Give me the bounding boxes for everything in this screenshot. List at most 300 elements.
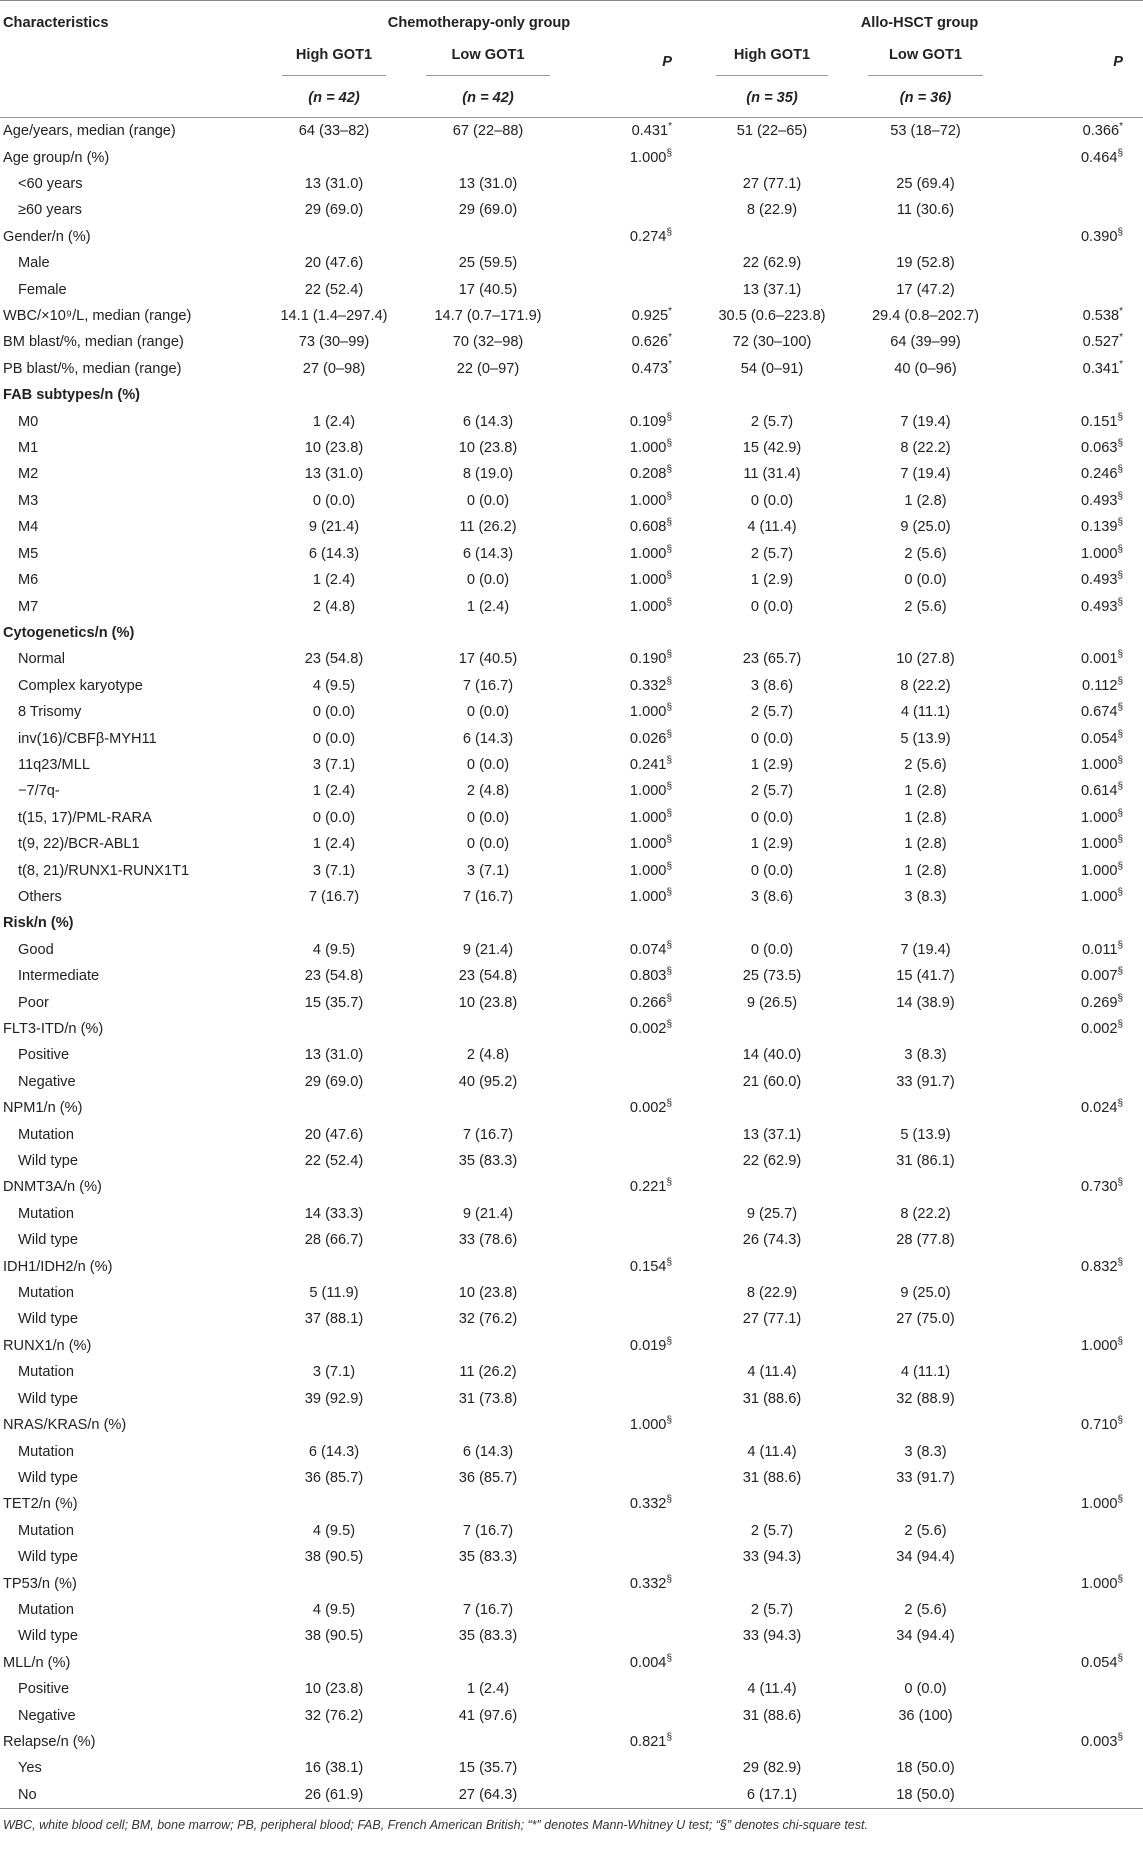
allo-low-cell <box>848 910 1003 936</box>
test-marker: § <box>666 1415 672 1427</box>
allo-p-cell: 1.000§ <box>1080 543 1124 562</box>
allo-p-cell: 0.493§ <box>1080 570 1124 589</box>
header-chemo-high: High GOT1 <box>262 44 406 79</box>
allo-high-cell: 14 (40.0) <box>742 1047 802 1064</box>
allo-p-cell <box>1003 250 1143 276</box>
chemo-high-cell: 3 (7.1) <box>312 756 356 773</box>
chemo-low-cell: 33 (78.6) <box>458 1232 518 1249</box>
header-allo-low: Low GOT1 <box>848 44 1003 79</box>
row-label: Age/years, median (range) <box>0 118 262 145</box>
allo-low-cell: 5 (13.9) <box>900 1126 951 1143</box>
table-row <box>0 408 1143 434</box>
chemo-high-cell: 39 (92.9) <box>304 1390 364 1407</box>
chemo-p-cell: 0.109§ <box>629 411 672 430</box>
allo-high-cell: 2 (5.7) <box>750 413 794 430</box>
chemo-p-cell <box>570 1544 696 1570</box>
chemo-low-cell: 27 (64.3) <box>406 1782 570 1809</box>
test-marker: § <box>666 649 672 661</box>
test-marker: § <box>666 966 672 978</box>
chemo-high-cell: 2 (4.8) <box>312 598 356 615</box>
chemo-high-cell: 73 (30–99) <box>298 334 370 351</box>
chemo-p-cell: 0.332§ <box>629 675 672 694</box>
allo-low-cell <box>848 1729 1003 1755</box>
chemo-low-cell: 8 (19.0) <box>462 466 514 483</box>
chemo-high-cell: 13 (31.0) <box>304 1047 364 1064</box>
test-marker: § <box>666 860 672 872</box>
row-label: Good <box>18 941 54 958</box>
row-label: RUNX1/n (%) <box>3 1337 92 1354</box>
chemo-high-cell <box>262 910 406 936</box>
table-row <box>0 857 1143 883</box>
allo-p-cell: 0.003§ <box>1080 1732 1124 1750</box>
allo-p-cell <box>1003 1042 1143 1068</box>
test-marker: § <box>666 596 672 608</box>
chemo-p-cell <box>570 620 696 646</box>
chemo-high-cell: 13 (31.0) <box>304 466 364 483</box>
table-body <box>0 118 1143 1809</box>
row-label: M7 <box>18 598 39 615</box>
chemo-low-cell: 9 (21.4) <box>462 941 514 958</box>
allo-low-cell: 15 (41.7) <box>896 968 955 985</box>
chemo-high-cell: 64 (33–82) <box>262 118 406 145</box>
test-marker: § <box>1117 1415 1124 1427</box>
chemo-low-cell: 0 (0.0) <box>466 836 510 853</box>
allo-low-cell: 36 (100) <box>898 1707 953 1724</box>
chemo-low-cell: 7 (16.7) <box>462 888 514 905</box>
allo-low-cell: 9 (25.0) <box>900 1285 951 1302</box>
allo-low-cell: 17 (47.2) <box>896 281 955 298</box>
row-label: t(8, 21)/RUNX1-RUNX1T1 <box>18 862 190 879</box>
allo-low-cell: 33 (91.7) <box>896 1073 955 1090</box>
allo-p-cell <box>1003 1359 1143 1385</box>
table-row <box>0 1253 1143 1279</box>
allo-high-cell: 30.5 (0.6–223.8) <box>718 308 826 325</box>
chemo-low-cell <box>406 1174 570 1200</box>
chemo-p-cell: 1.000§ <box>629 491 672 509</box>
header-chemo-low: Low GOT1 <box>406 44 570 79</box>
table-row <box>0 488 1143 514</box>
allo-p-cell: 1.000§ <box>1080 860 1124 879</box>
allo-low-cell: 8 (22.2) <box>900 677 951 694</box>
test-marker: § <box>1117 491 1124 503</box>
chemo-low-cell: 17 (40.5) <box>458 281 518 298</box>
chemo-high-cell <box>262 1253 406 1279</box>
table-row <box>0 831 1143 857</box>
allo-low-cell <box>848 1253 1003 1279</box>
allo-p-cell: 0.054§ <box>1080 728 1124 747</box>
table-row <box>0 197 1143 223</box>
allo-low-cell <box>848 1570 1003 1596</box>
test-marker: § <box>1117 596 1124 608</box>
table-row <box>0 1280 1143 1306</box>
chemo-p-cell <box>570 1069 696 1095</box>
allo-high-cell <box>696 620 848 646</box>
chemo-p-cell: 1.000§ <box>629 543 672 562</box>
row-label: BM blast/%, median (range) <box>3 334 184 351</box>
row-label: Wild type <box>18 1549 79 1566</box>
row-label: Yes <box>18 1760 42 1777</box>
allo-high-cell: 22 (62.9) <box>742 255 802 272</box>
allo-low-cell: 31 (86.1) <box>896 1153 955 1170</box>
chemo-high-cell: 10 (23.8) <box>304 1681 364 1698</box>
table-row <box>0 646 1143 672</box>
table-row <box>0 937 1143 963</box>
test-marker: § <box>1117 1336 1124 1348</box>
allo-p-cell <box>1003 1227 1143 1253</box>
table-row <box>0 461 1143 487</box>
chemo-low-cell <box>406 1016 570 1042</box>
allo-high-cell: 2 (5.7) <box>750 545 794 562</box>
allo-low-cell: 1 (2.8) <box>904 836 947 853</box>
allo-high-cell: 9 (25.7) <box>746 1205 798 1222</box>
allo-low-cell <box>848 620 1003 646</box>
table-row <box>0 1623 1143 1649</box>
test-marker: § <box>1117 226 1124 238</box>
chemo-p-cell <box>570 171 696 197</box>
chemo-low-cell <box>406 1650 570 1676</box>
test-marker: § <box>1117 860 1124 872</box>
allo-low-cell: 7 (19.4) <box>900 413 951 430</box>
allo-p-cell <box>1003 1069 1143 1095</box>
allo-low-cell: 5 (13.9) <box>900 730 951 747</box>
allo-p-cell: 0.832§ <box>1080 1256 1124 1275</box>
test-marker: § <box>1117 1494 1124 1506</box>
row-label: M5 <box>18 545 39 562</box>
chemo-p-cell: 0.241§ <box>629 755 672 773</box>
allo-high-cell: 0 (0.0) <box>750 598 794 615</box>
row-label: Positive <box>18 1681 70 1698</box>
table-row <box>0 276 1143 302</box>
chemo-low-cell: 6 (14.3) <box>462 545 514 562</box>
chemo-low-cell: 10 (23.8) <box>458 440 518 457</box>
chemo-high-cell: 29 (69.0) <box>304 1073 364 1090</box>
allo-p-cell: 0.730§ <box>1080 1177 1124 1196</box>
chemo-high-cell: 4 (9.5) <box>312 1522 356 1539</box>
allo-low-cell: 1 (2.8) <box>904 783 947 800</box>
chemo-low-cell: 13 (31.0) <box>458 176 518 193</box>
allo-p-cell: 1.000§ <box>1080 887 1124 905</box>
row-label: TET2/n (%) <box>3 1496 78 1513</box>
test-marker: * <box>668 359 672 370</box>
allo-low-cell: 18 (50.0) <box>896 1760 955 1777</box>
test-marker: § <box>1117 755 1124 767</box>
allo-p-cell: 0.538* <box>1082 306 1124 325</box>
chemo-p-cell <box>570 1227 696 1253</box>
allo-low-cell: 40 (0–96) <box>894 360 957 377</box>
chemo-p-cell: 0.608§ <box>629 517 672 536</box>
chemo-high-cell: 10 (23.8) <box>304 440 364 457</box>
allo-p-cell <box>1003 910 1143 936</box>
allo-high-cell: 6 (17.1) <box>696 1782 848 1809</box>
chemo-low-cell: 23 (54.8) <box>458 968 518 985</box>
chemo-high-cell: 1 (2.4) <box>312 572 356 589</box>
allo-low-cell <box>848 1095 1003 1121</box>
chemo-p-cell <box>570 1148 696 1174</box>
allo-low-cell: 8 (22.2) <box>900 1205 951 1222</box>
chemo-low-cell <box>406 1333 570 1359</box>
allo-high-cell: 3 (8.6) <box>750 888 794 905</box>
allo-high-cell: 33 (94.3) <box>742 1549 802 1566</box>
test-marker: § <box>1117 543 1124 555</box>
chemo-high-cell: 15 (35.7) <box>304 994 364 1011</box>
row-label: M0 <box>18 413 39 430</box>
chemo-low-cell: 40 (95.2) <box>458 1073 518 1090</box>
chemo-p-cell <box>570 382 696 408</box>
table-row <box>0 329 1143 355</box>
allo-p-cell: 0.710§ <box>1080 1415 1124 1434</box>
test-marker: § <box>1117 570 1124 582</box>
chemo-low-cell: 7 (16.7) <box>462 1522 514 1539</box>
chemo-high-cell: 7 (16.7) <box>308 888 360 905</box>
chemo-high-cell <box>262 144 406 170</box>
allo-p-cell <box>1003 382 1143 408</box>
footnote: WBC, white blood cell; BM, bone marrow; PB, peripheral blood; FAB, French American British; “*” denotes Mann-Whitney U test; “§” denotes chi-square test. <box>3 1818 868 1832</box>
test-marker: § <box>666 887 672 899</box>
chemo-p-cell: 0.002§ <box>629 1098 672 1117</box>
row-label: Wild type <box>18 1628 79 1645</box>
test-marker: § <box>1117 1177 1124 1189</box>
test-marker: * <box>668 306 672 318</box>
test-marker: § <box>1117 411 1124 423</box>
chemo-p-cell: 0.002§ <box>629 1019 672 1038</box>
table-row <box>0 1518 1143 1544</box>
row-label: Relapse/n (%) <box>3 1733 96 1750</box>
test-marker: § <box>666 1098 672 1110</box>
table-row <box>0 1412 1143 1438</box>
chemo-low-cell: 35 (83.3) <box>458 1153 518 1170</box>
chemo-high-cell <box>262 1491 406 1517</box>
allo-low-cell: 7 (19.4) <box>900 466 951 483</box>
chemo-high-cell: 1 (2.4) <box>312 783 356 800</box>
allo-low-cell: 4 (11.1) <box>900 704 951 721</box>
row-label: Mutation <box>18 1601 74 1618</box>
allo-high-cell: 1 (2.9) <box>750 572 794 589</box>
chemo-high-cell <box>262 1333 406 1359</box>
allo-p-cell: 1.000§ <box>1080 834 1124 853</box>
allo-high-cell: 15 (42.9) <box>742 440 802 457</box>
test-marker: § <box>1117 887 1124 899</box>
table-row <box>0 593 1143 619</box>
chemo-p-cell: 0.004§ <box>629 1652 672 1671</box>
row-label: MLL/n (%) <box>3 1654 71 1671</box>
table-row <box>0 1438 1143 1464</box>
chemo-high-cell: 23 (54.8) <box>304 651 364 668</box>
allo-p-cell: 0.269§ <box>1080 992 1124 1011</box>
test-marker: § <box>666 147 672 159</box>
table-row <box>0 1069 1143 1095</box>
chemo-high-cell: 37 (88.1) <box>304 1311 364 1328</box>
allo-high-cell: 54 (0–91) <box>740 360 804 377</box>
header-chemo-p: P <box>662 53 672 70</box>
row-label: −7/7q- <box>18 783 60 800</box>
chemo-low-cell: 22 (0–97) <box>456 360 520 377</box>
allo-low-cell: 2 (5.6) <box>904 756 947 773</box>
table-row <box>0 805 1143 831</box>
table-row <box>0 1386 1143 1412</box>
table-row <box>0 1201 1143 1227</box>
chemo-p-cell <box>570 1306 696 1332</box>
chemo-low-cell: 25 (59.5) <box>458 255 518 272</box>
chemo-low-cell: 7 (16.7) <box>462 1126 514 1143</box>
allo-low-cell: 0 (0.0) <box>904 1681 947 1698</box>
table-row <box>0 541 1143 567</box>
chemo-p-cell: 1.000§ <box>629 702 672 721</box>
chemo-high-cell: 14 (33.3) <box>304 1205 364 1222</box>
allo-low-cell: 2 (5.6) <box>904 598 947 615</box>
row-label: TP53/n (%) <box>3 1575 77 1592</box>
allo-low-cell: 53 (18–72) <box>848 118 1003 145</box>
chemo-p-cell: 1.000§ <box>629 807 672 826</box>
test-marker: § <box>666 939 672 951</box>
chemo-p-cell: 1.000§ <box>629 887 672 905</box>
row-label: Positive <box>18 1047 70 1064</box>
row-label: Age group/n (%) <box>3 149 110 166</box>
chemo-low-cell: 32 (76.2) <box>458 1311 518 1328</box>
allo-high-cell: 0 (0.0) <box>750 492 794 509</box>
table-row <box>0 1729 1143 1755</box>
table-row <box>0 435 1143 461</box>
test-marker: § <box>666 226 672 238</box>
allo-high-cell: 0 (0.0) <box>750 941 794 958</box>
allo-p-cell <box>1003 1306 1143 1332</box>
allo-p-cell: 1.000§ <box>1080 807 1124 826</box>
chemo-high-cell <box>262 382 406 408</box>
test-marker: * <box>1119 121 1124 133</box>
allo-high-cell: 13 (37.1) <box>742 281 802 298</box>
allo-low-cell: 3 (8.3) <box>904 888 947 905</box>
test-marker: § <box>666 1652 672 1664</box>
chemo-high-cell: 23 (54.8) <box>304 968 364 985</box>
allo-p-cell: 0.011§ <box>1082 939 1124 958</box>
chemo-p-cell: 1.000§ <box>629 438 672 457</box>
header-allo-group: Allo-HSCT group <box>696 1 1143 45</box>
chemo-high-cell: 28 (66.7) <box>304 1232 364 1249</box>
test-marker: § <box>666 570 672 582</box>
chemo-p-cell <box>570 1465 696 1491</box>
allo-high-cell <box>696 1333 848 1359</box>
test-marker: § <box>666 411 672 423</box>
allo-low-cell: 18 (50.0) <box>848 1782 1003 1809</box>
allo-high-cell <box>696 1016 848 1042</box>
test-marker: § <box>1117 1019 1124 1031</box>
chemo-low-cell: 3 (7.1) <box>466 862 510 879</box>
chemo-p-cell <box>570 250 696 276</box>
chemo-low-cell: 2 (4.8) <box>466 1047 510 1064</box>
chemo-p-cell <box>570 1121 696 1147</box>
test-marker: § <box>666 543 672 555</box>
table-row <box>0 778 1143 804</box>
header-allo-high-n: (n = 35) <box>746 90 798 106</box>
allo-high-cell <box>696 382 848 408</box>
chemo-low-cell: 67 (22–88) <box>406 118 570 145</box>
test-marker: § <box>1117 781 1124 793</box>
chemo-high-cell <box>262 224 406 250</box>
chemo-p-cell: 1.000§ <box>629 596 672 615</box>
chemo-p-cell <box>570 1597 696 1623</box>
header-allo-p: P <box>1113 53 1124 70</box>
chemo-low-cell <box>406 1729 570 1755</box>
allo-high-cell: 33 (94.3) <box>742 1628 802 1645</box>
row-label: Normal <box>18 651 66 668</box>
allo-high-cell: 11 (31.4) <box>743 466 801 483</box>
chemo-p-cell: 1.000§ <box>629 1415 672 1434</box>
row-label: M4 <box>18 519 39 536</box>
chemo-high-cell: 6 (14.3) <box>308 1443 360 1460</box>
allo-low-cell: 32 (88.9) <box>896 1390 955 1407</box>
row-label: Others <box>18 888 62 905</box>
test-marker: * <box>1119 332 1124 344</box>
row-label: Risk/n (%) <box>3 915 74 932</box>
row-label: Wild type <box>18 1311 79 1328</box>
table-row <box>0 725 1143 751</box>
allo-p-cell: 1.000§ <box>1080 755 1124 773</box>
table-row <box>0 752 1143 778</box>
table-row <box>0 118 1143 145</box>
allo-high-cell: 1 (2.9) <box>750 836 794 853</box>
allo-low-cell: 4 (11.1) <box>900 1364 951 1381</box>
chemo-p-cell <box>570 1623 696 1649</box>
chemo-high-cell <box>262 1650 406 1676</box>
chemo-low-cell: 7 (16.7) <box>462 677 514 694</box>
row-label: Male <box>18 255 50 272</box>
test-marker: § <box>666 1177 672 1189</box>
table-row <box>0 224 1143 250</box>
allo-p-cell: 0.464§ <box>1080 147 1124 166</box>
table-row <box>0 1597 1143 1623</box>
allo-p-cell <box>1003 276 1143 302</box>
chemo-p-cell <box>570 197 696 223</box>
chemo-high-cell: 4 (9.5) <box>312 1601 356 1618</box>
chemo-high-cell <box>262 1412 406 1438</box>
table-row <box>0 514 1143 540</box>
chemo-low-cell: 0 (0.0) <box>466 704 510 721</box>
test-marker: § <box>1117 728 1124 740</box>
test-marker: § <box>1117 966 1124 978</box>
chemo-p-cell: 0.019§ <box>629 1336 672 1354</box>
allo-high-cell <box>696 224 848 250</box>
chemo-high-cell: 3 (7.1) <box>312 1364 356 1381</box>
allo-high-cell: 2 (5.7) <box>750 704 794 721</box>
chemo-low-cell: 11 (26.2) <box>459 1364 517 1381</box>
chemo-high-cell <box>262 1016 406 1042</box>
allo-low-cell: 2 (5.6) <box>904 545 947 562</box>
test-marker: § <box>666 464 672 476</box>
allo-low-cell <box>848 224 1003 250</box>
header-chemo-group: Chemotherapy-only group <box>262 1 696 45</box>
allo-high-cell: 1 (2.9) <box>750 756 794 773</box>
row-label: M2 <box>18 466 39 483</box>
test-marker: § <box>666 728 672 740</box>
allo-p-cell: 1.000§ <box>1080 1336 1124 1354</box>
allo-low-cell: 25 (69.4) <box>896 176 955 193</box>
test-marker: * <box>668 121 672 133</box>
chemo-high-cell <box>262 1729 406 1755</box>
allo-p-cell: 0.151§ <box>1080 411 1124 430</box>
test-marker: * <box>1119 306 1124 318</box>
test-marker: § <box>666 1732 672 1744</box>
allo-p-cell <box>1003 1597 1143 1623</box>
allo-p-cell: 0.493§ <box>1080 491 1124 509</box>
table-row <box>0 1148 1143 1174</box>
chemo-low-cell: 10 (23.8) <box>458 1285 518 1302</box>
test-marker: § <box>666 1019 672 1031</box>
chemo-p-cell <box>570 1782 696 1809</box>
allo-high-cell <box>696 1729 848 1755</box>
allo-high-cell: 31 (88.6) <box>742 1469 802 1486</box>
allo-low-cell: 34 (94.4) <box>896 1549 955 1566</box>
table-row <box>0 250 1143 276</box>
allo-high-cell: 9 (26.5) <box>746 994 798 1011</box>
